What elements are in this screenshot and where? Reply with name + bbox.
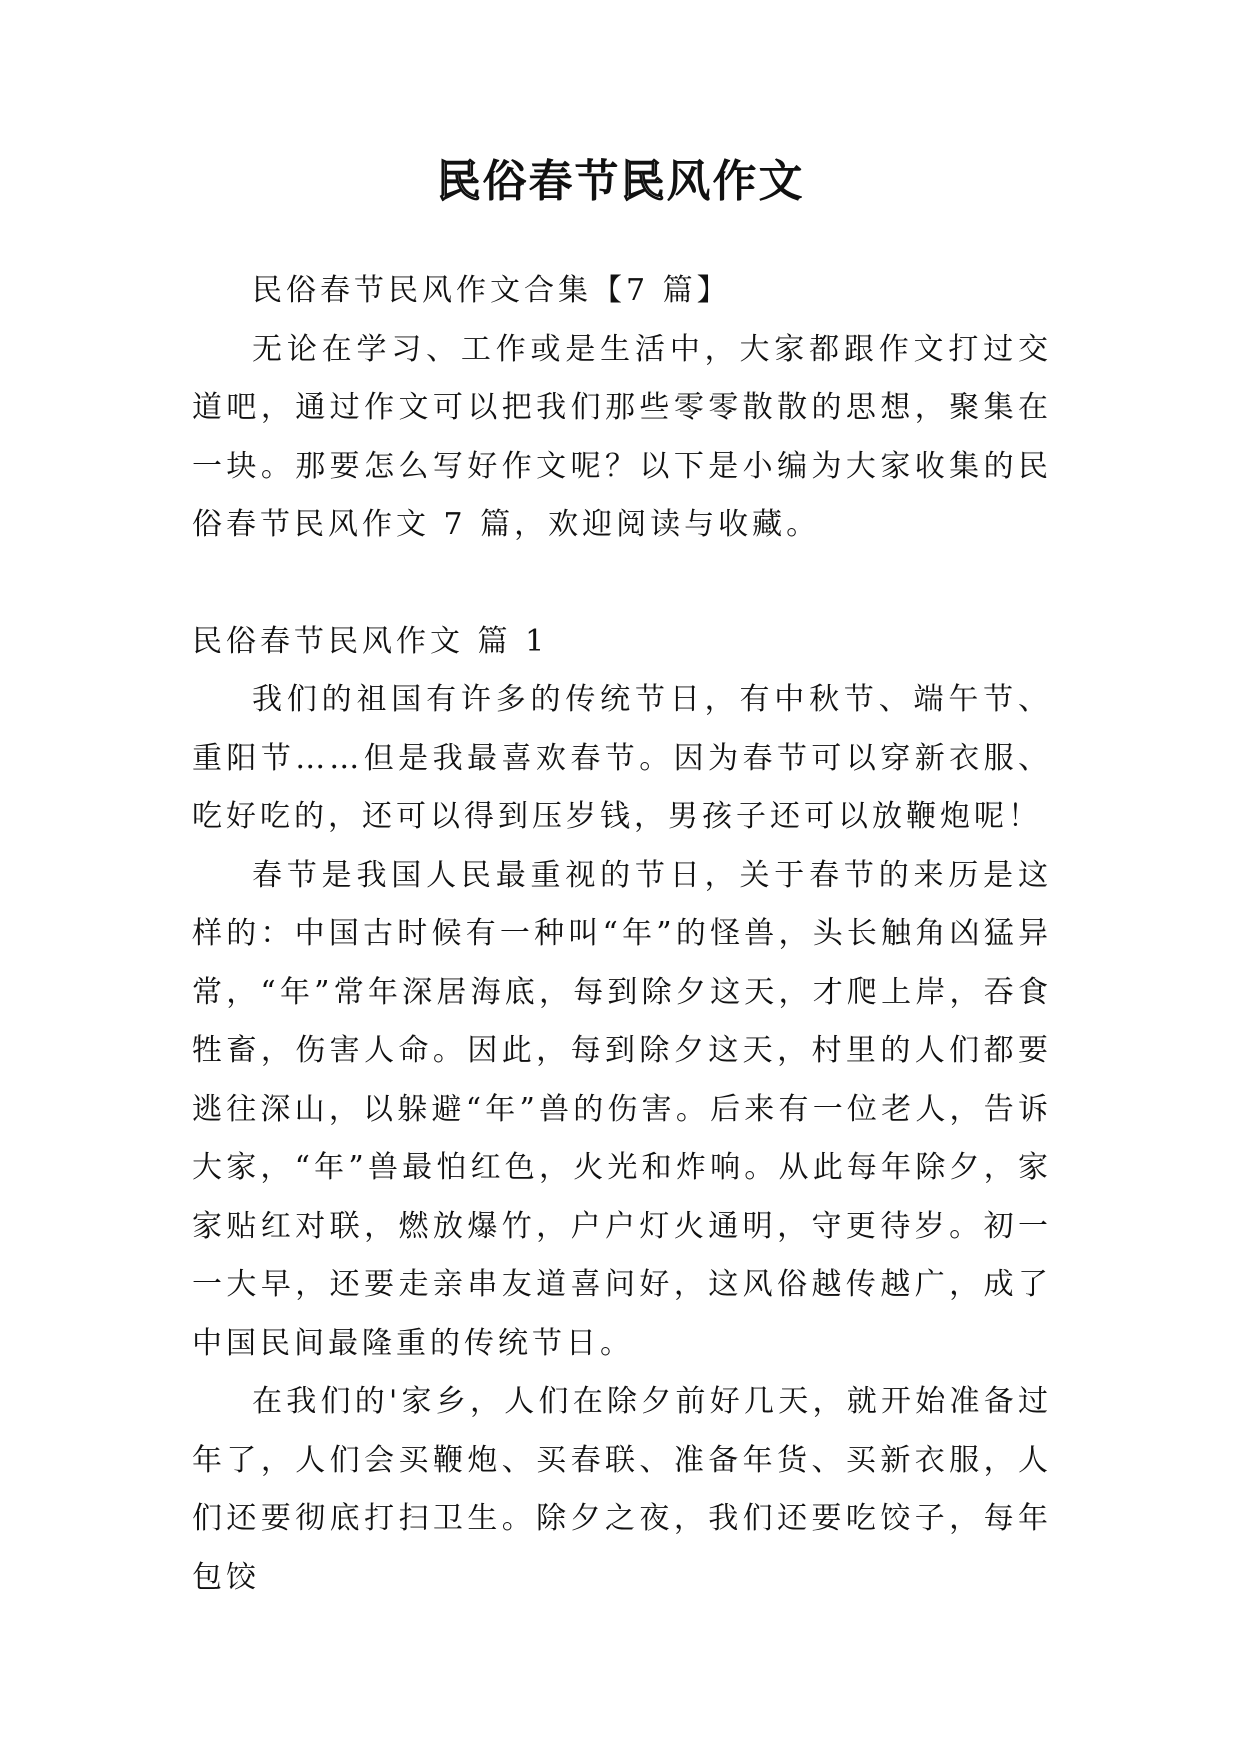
title-text-2: 风作文 — [666, 156, 805, 207]
document-title — [0, 150, 1241, 214]
section-heading: 民俗春节民风作文 篇 1 — [192, 623, 549, 659]
document-body — [192, 262, 1052, 1607]
collection-line: 民俗春节民风作文合集【7 篇】 — [252, 273, 731, 308]
title-char-hollow-1: 民 — [436, 156, 483, 207]
paragraph-gap — [192, 555, 1052, 613]
title-text-1: 俗春节 — [482, 156, 621, 207]
title-char-hollow-2: 民 — [620, 156, 667, 207]
intro-paragraph: 无论在学习、工作或是生活中，大家都跟作文打过交道吧，通过作文可以把我们那些零零散散的思想，聚集在一块。那要怎么写好作文呢？以下是小编为大家收集的民俗春节民风作文 7 篇，欢迎阅读与收藏。 — [192, 331, 1052, 542]
body-paragraph-2: 春节是我国人民最重视的节日，关于春节的来历是这样的：中国古时候有一种叫“年”的怪兽，头长触角凶猛异常，“年”常年深居海底，每到除夕这天，才爬上岸，吞食牲畜，伤害人命。因此，每到除夕这天，村里的人们都要逃往深山，以躲避“年”兽的伤害。后来有一位老人，告诉大家，“年”兽最怕红色，火光和炸响。从此每年除夕，家家贴红对联，燃放爆竹，户户灯火通明，守更待岁。初一一大早，还要走亲串友道喜问好，这风俗越传越广，成了中国民间最隆重的传统节日。 — [192, 857, 1052, 1361]
body-paragraph-3: 在我们的'家乡，人们在除夕前好几天，就开始准备过年了，人们会买鞭炮、买春联、准备年货、买新衣服，人们还要彻底打扫卫生。除夕之夜，我们还要吃饺子，每年包饺 — [192, 1384, 1052, 1595]
body-paragraph-1: 我们的祖国有许多的传统节日，有中秋节、端午节、重阳节……但是我最喜欢春节。因为春节可以穿新衣服、吃好吃的，还可以得到压岁钱，男孩子还可以放鞭炮呢！ — [192, 682, 1052, 834]
